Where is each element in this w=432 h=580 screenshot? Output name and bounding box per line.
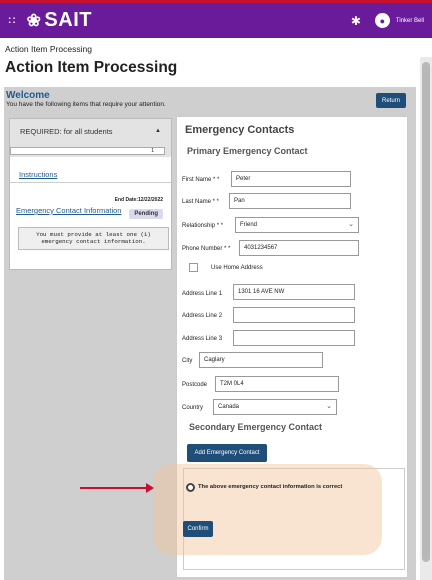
use-home-address-label: Use Home Address (211, 265, 263, 271)
city-label: City (182, 358, 193, 364)
instructions-link[interactable]: Instructions (19, 170, 58, 179)
confirm-button[interactable]: Confirm (183, 521, 213, 537)
first-name-input[interactable]: Peter (231, 171, 351, 187)
use-home-address-checkbox[interactable] (189, 263, 198, 272)
gear-icon[interactable]: ✱ (350, 13, 361, 28)
last-name-input[interactable]: Pan (229, 193, 351, 209)
header-right (351, 13, 424, 28)
add-emergency-contact-button[interactable]: Add Emergency Contact (187, 444, 267, 462)
address-line-2-label: Address Line 2 (182, 313, 223, 319)
welcome-subtext: You have the following items that require your attention. (6, 101, 166, 108)
country-label: Country (182, 405, 204, 411)
return-button[interactable]: Return (376, 93, 406, 108)
chevron-down-icon: ⌄ (348, 221, 354, 228)
divider (10, 182, 171, 183)
country-value: Canada (218, 404, 240, 410)
emergency-contact-item-link[interactable]: Emergency Contact Information (16, 206, 122, 215)
address-line-1-input[interactable]: 1301 16 AVE NW (233, 284, 355, 300)
collapse-caret-icon[interactable]: ▲ (155, 128, 161, 134)
secondary-contact-heading: Secondary Emergency Contact (189, 422, 323, 432)
country-select[interactable] (213, 399, 337, 415)
sait-logo[interactable] (27, 9, 92, 32)
required-label: REQUIRED: for all students (20, 127, 113, 136)
end-date: End Date:12/22/2022 (114, 197, 163, 203)
progress-bar: 1 (10, 147, 165, 155)
required-group-header[interactable] (10, 119, 171, 157)
address-line-2-input[interactable] (233, 307, 355, 323)
item-message: You must provide at least one (1) emergency contact information. (18, 227, 169, 250)
phone-label: Phone Number * * (182, 246, 231, 252)
status-badge: Pending (129, 209, 163, 219)
relationship-label: Relationship * * (182, 223, 224, 229)
grid-icon[interactable]: :: (8, 15, 17, 26)
breadcrumb: Action Item Processing (5, 44, 92, 54)
confirm-radio[interactable] (186, 483, 195, 492)
address-line-1-label: Address Line 1 (182, 291, 223, 297)
phone-input[interactable]: 4031234567 (239, 240, 359, 256)
first-name-label: First Name * * (182, 177, 220, 183)
welcome-heading: Welcome (6, 90, 50, 101)
form-title: Emergency Contacts (185, 124, 295, 136)
annotation-arrow-line (80, 487, 150, 489)
address-line-3-input[interactable] (233, 330, 355, 346)
annotation-highlight (153, 464, 382, 555)
last-name-label: Last Name * * (182, 199, 220, 205)
confirm-text: The above emergency contact information is correct (198, 484, 343, 490)
app-header (0, 3, 432, 38)
user-name[interactable]: Tinker Bell (395, 17, 424, 24)
city-input[interactable]: Caglary (199, 352, 323, 368)
arrow-right-icon (146, 483, 154, 493)
relationship-select[interactable] (235, 217, 359, 233)
page-title: Action Item Processing (5, 59, 178, 76)
logo-text: SAIT (44, 9, 92, 31)
chevron-down-icon: ⌄ (326, 403, 332, 410)
postcode-input[interactable]: T2M 0L4 (215, 376, 339, 392)
postcode-label: Postcode (182, 382, 208, 388)
user-icon[interactable]: ● (375, 13, 390, 28)
action-items-panel (9, 118, 172, 270)
logo-mark-icon: ❀ (26, 10, 42, 30)
address-line-3-label: Address Line 3 (182, 336, 223, 342)
relationship-value: Friend (240, 222, 258, 228)
page-scrollbar-thumb[interactable] (422, 62, 430, 562)
primary-contact-heading: Primary Emergency Contact (187, 146, 308, 156)
